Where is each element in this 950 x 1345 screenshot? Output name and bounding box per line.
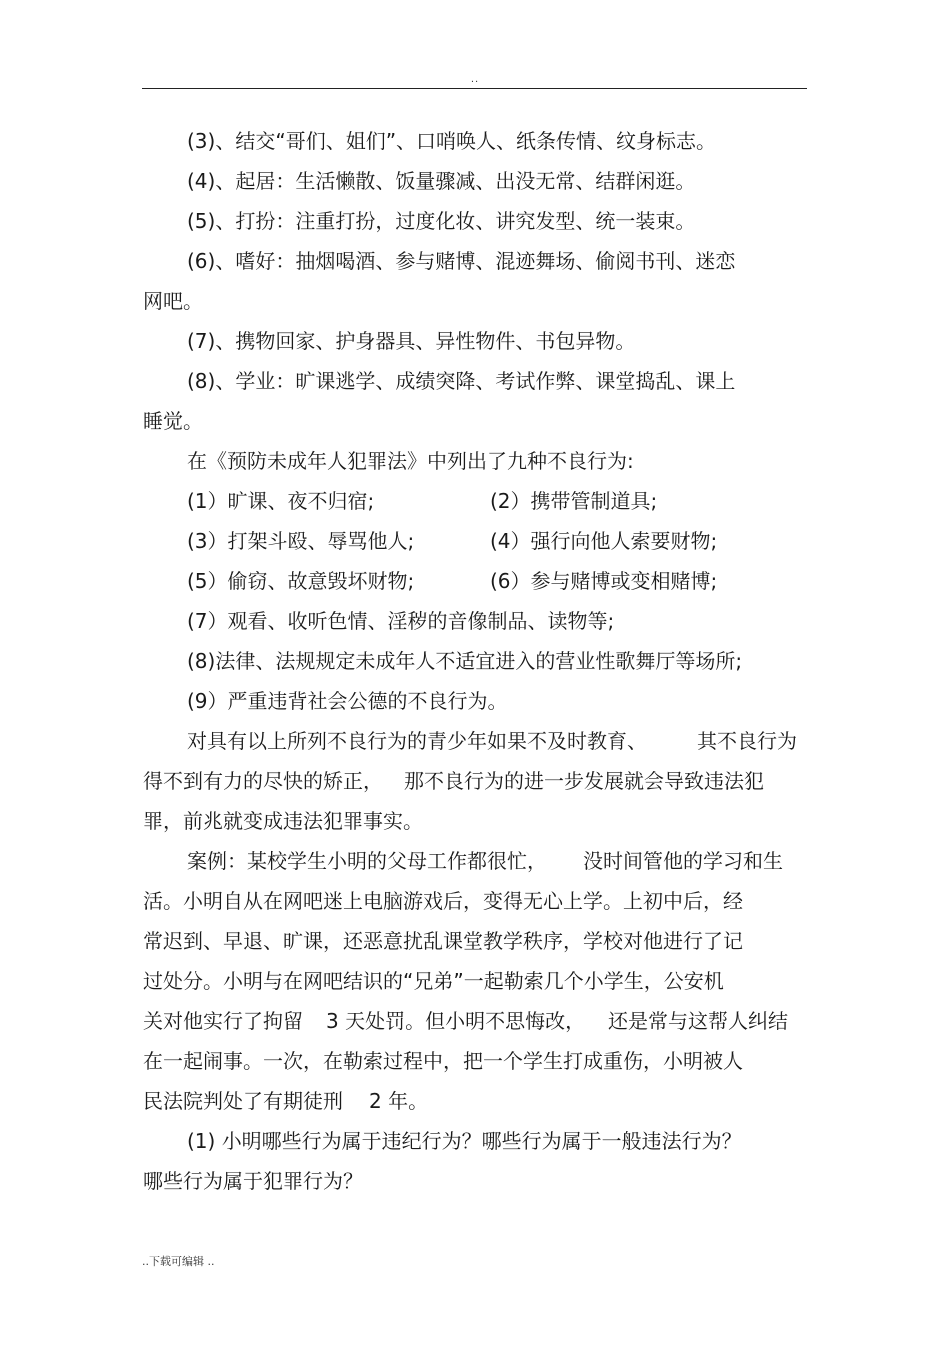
case-line-5c: 还是常与这帮人纠结 xyxy=(608,1009,788,1033)
law-item-2: (2）携带管制道具; xyxy=(490,489,658,513)
case-line-5b: 3 天处罚。但小明不思悔改， xyxy=(326,1009,586,1033)
case-line-1a: 案例：某校学生小明的父母工作都很忙， xyxy=(187,849,547,873)
case-line-7a: 民法院判处了有期徒刑 xyxy=(143,1089,343,1113)
law-item-6: (6）参与赌博或变相赌博; xyxy=(490,569,718,593)
law-item-5: (5）偷窃、故意毁坏财物; xyxy=(187,569,415,593)
question-line-1: (1) 小明哪些行为属于违纪行为？哪些行为属于一般违法行为？ xyxy=(187,1129,742,1153)
law-intro: 在《预防未成年人犯罪法》中列出了九种不良行为: xyxy=(187,449,634,473)
footer-note: ..下载可编辑 .. xyxy=(142,1255,215,1268)
law-item-9: (9）严重违背社会公德的不良行为。 xyxy=(187,689,508,713)
header-mark: .. xyxy=(470,74,480,85)
conclusion-line-2a: 得不到有力的尽快的矫正， xyxy=(143,769,383,793)
conclusion-line-1a: 对具有以上所列不良行为的青少年如果不及时教育、 xyxy=(187,729,647,753)
case-line-2: 活。小明自从在网吧迷上电脑游戏后，变得无心上学。上初中后，经 xyxy=(143,889,743,913)
law-item-4: (4）强行向他人索要财物; xyxy=(490,529,718,553)
list-item-8: (8)、学业：旷课逃学、成绩突降、考试作弊、课堂捣乱、课上 xyxy=(187,369,736,393)
case-line-7b: 2 年。 xyxy=(369,1089,429,1113)
conclusion-line-2b: 那不良行为的进一步发展就会导致违法犯 xyxy=(404,769,764,793)
list-item-5: (5)、打扮：注重打扮，过度化妆、讲究发型、统一装束。 xyxy=(187,209,696,233)
list-item-6: (6)、嗜好：抽烟喝酒、参与赌博、混迹舞场、偷阅书刊、迷恋 xyxy=(187,249,736,273)
case-line-1b: 没时间管他的学习和生 xyxy=(583,849,783,873)
list-item-6-continuation: 网吧。 xyxy=(143,289,203,313)
case-line-3: 常迟到、早退、旷课，还恶意扰乱课堂教学秩序，学校对他进行了记 xyxy=(143,929,743,953)
case-line-5a: 关对他实行了拘留 xyxy=(143,1009,303,1033)
case-line-4: 过处分。小明与在网吧结识的“兄弟”一起勒索几个小学生，公安机 xyxy=(143,969,724,993)
conclusion-line-3: 罪，前兆就变成违法犯罪事实。 xyxy=(143,809,423,833)
law-item-8: (8)法律、法规规定未成年人不适宜进入的营业性歌舞厅等场所; xyxy=(187,649,743,673)
list-item-3: (3)、结交“哥们、姐们”、口哨唤人、纸条传情、纹身标志。 xyxy=(187,129,717,153)
conclusion-line-1b: 其不良行为 xyxy=(697,729,797,753)
case-line-6: 在一起闹事。一次，在勒索过程中，把一个学生打成重伤，小明被人 xyxy=(143,1049,743,1073)
law-item-1: (1）旷课、夜不归宿; xyxy=(187,489,375,513)
list-item-8-continuation: 睡觉。 xyxy=(143,409,203,433)
law-item-7: (7）观看、收听色情、淫秽的音像制品、读物等; xyxy=(187,609,615,633)
header-rule xyxy=(142,88,807,89)
list-item-7: (7)、携物回家、护身器具、异性物件、书包异物。 xyxy=(187,329,636,353)
question-line-2: 哪些行为属于犯罪行为？ xyxy=(143,1169,363,1193)
law-item-3: (3）打架斗殴、辱骂他人; xyxy=(187,529,415,553)
list-item-4: (4)、起居：生活懒散、饭量骤减、出没无常、结群闲逛。 xyxy=(187,169,696,193)
